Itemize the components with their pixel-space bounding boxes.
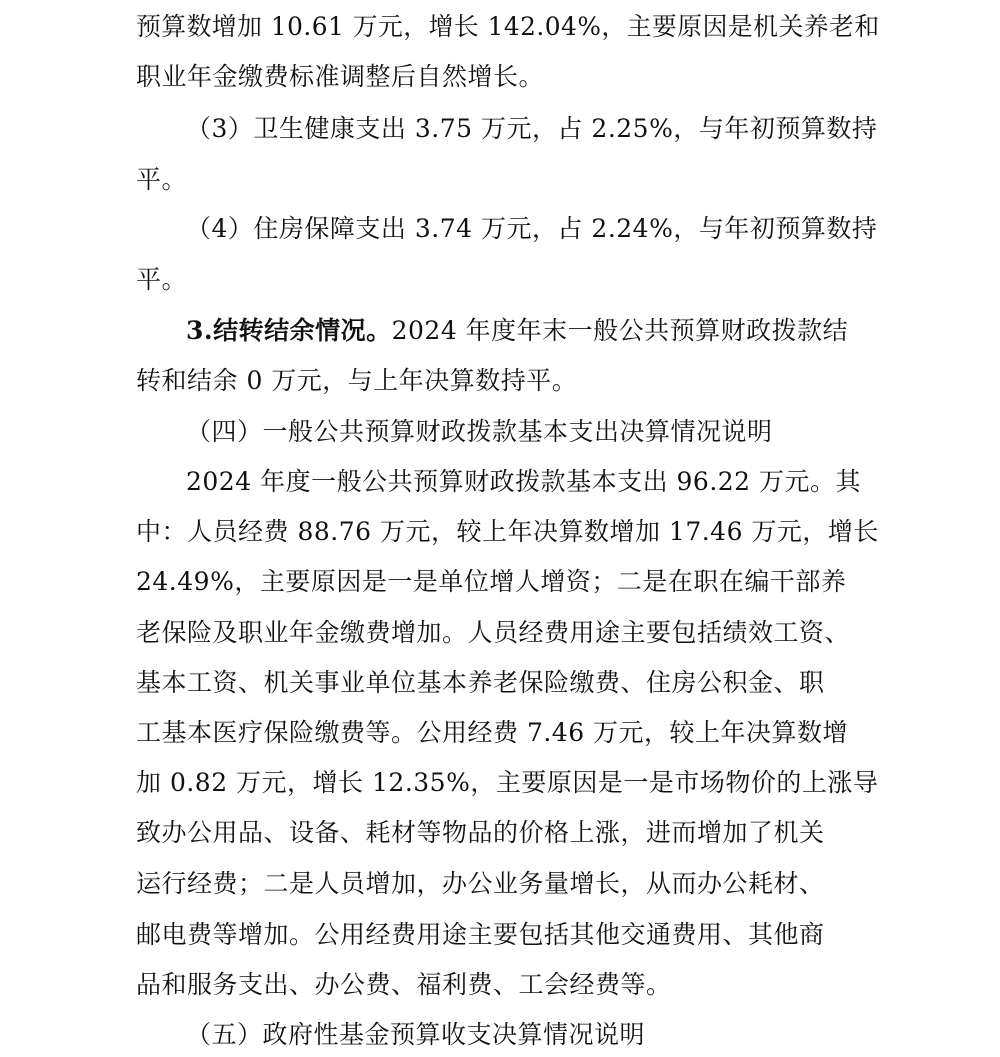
text-line: 预算数增加 10.61 万元，增长 142.04%，主要原因是机关养老和 — [136, 12, 880, 41]
text-line: 致办公用品、设备、耗材等物品的价格上涨，进而增加了机关 — [136, 818, 825, 847]
section-heading-rest: 2024 年度年末一般公共预算财政拨款结 — [391, 316, 849, 345]
text-line: 老保险及职业年金缴费增加。人员经费用途主要包括绩效工资、 — [136, 618, 851, 647]
text-line: 中：人员经费 88.76 万元，较上年决算数增加 17.46 万元，增长 — [136, 517, 879, 546]
text-line: 24.49%，主要原因是一是单位增人增资；二是在职在编干部养 — [136, 567, 847, 596]
section-heading-bold: 3.结转结余情况。 — [186, 316, 392, 345]
section-heading: （四）一般公共预算财政拨款基本支出决算情况说明 — [186, 417, 773, 446]
section-heading: （五）政府性基金预算收支决算情况说明 — [186, 1020, 646, 1049]
text-line: （4）住房保障支出 3.74 万元，占 2.24%，与年初预算数持 — [186, 214, 878, 243]
text-line: 平。 — [136, 165, 188, 194]
text-line: 平。 — [136, 265, 188, 294]
text-line: （3）卫生健康支出 3.75 万元，占 2.25%，与年初预算数持 — [186, 114, 878, 143]
text-line: 转和结余 0 万元，与上年决算数持平。 — [136, 366, 578, 395]
text-line: 2024 年度一般公共预算财政拨款基本支出 96.22 万元。其 — [186, 467, 862, 496]
text-line: 基本工资、机关事业单位基本养老保险缴费、住房公积金、职 — [136, 668, 825, 697]
text-line: 工基本医疗保险缴费等。公用经费 7.46 万元，较上年决算数增 — [136, 718, 849, 747]
text-line: 邮电费等增加。公用经费用途主要包括其他交通费用、其他商 — [136, 920, 825, 949]
text-line: 运行经费；二是人员增加，办公业务量增长，从而办公耗材、 — [136, 869, 825, 898]
text-line — [186, 316, 848, 346]
text-line: 加 0.82 万元，增长 12.35%，主要原因是一是市场物价的上涨导 — [136, 768, 879, 797]
text-line: 品和服务支出、办公费、福利费、工会经费等。 — [136, 970, 672, 999]
text-line: 职业年金缴费标准调整后自然增长。 — [136, 62, 545, 91]
